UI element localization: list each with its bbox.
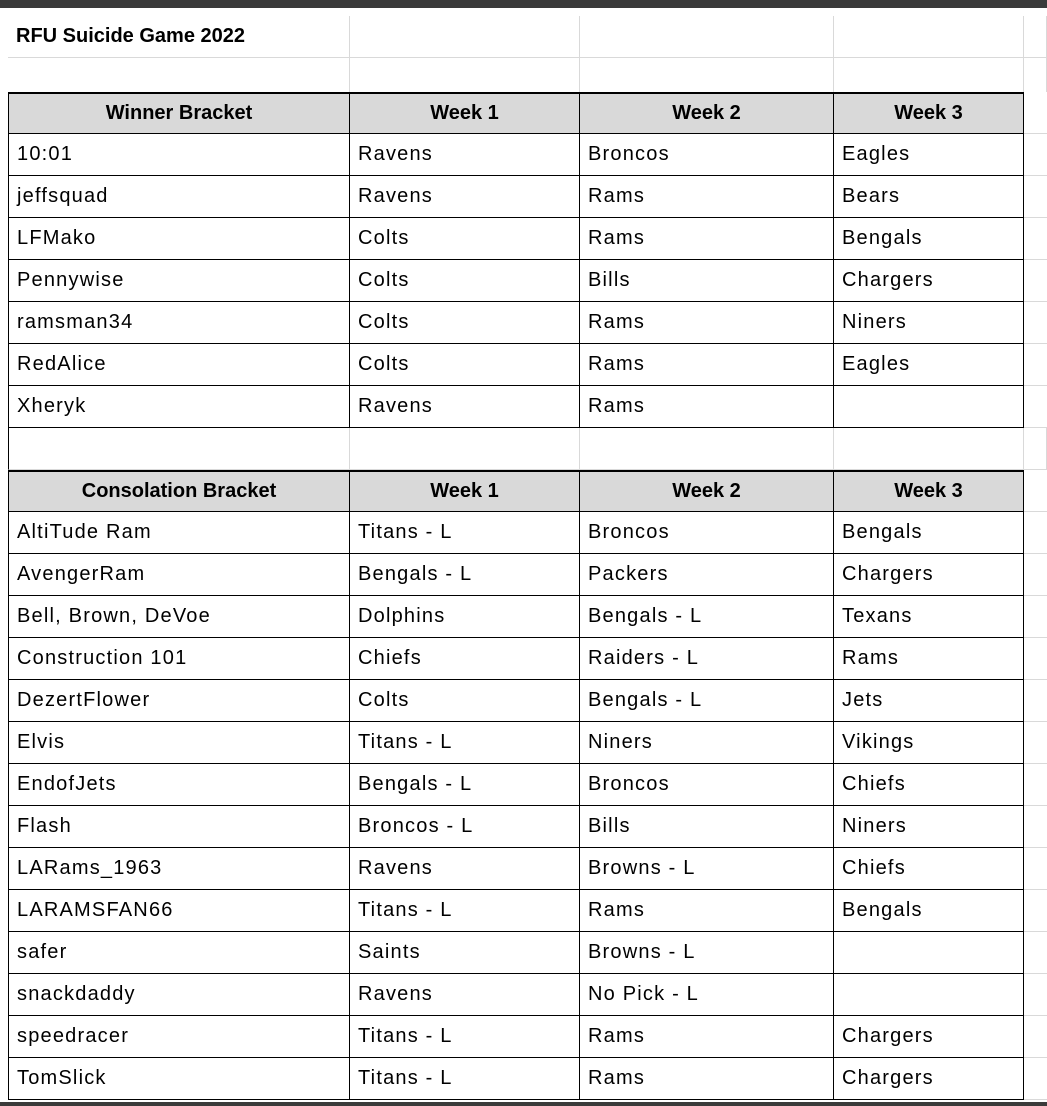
week1-pick-cell[interactable]: Dolphins xyxy=(350,596,580,638)
week1-pick-cell[interactable]: Chiefs xyxy=(350,638,580,680)
player-name-cell[interactable]: jeffsquad xyxy=(8,176,350,218)
week3-pick-cell[interactable]: Texans xyxy=(834,596,1024,638)
spreadsheet-grid[interactable] xyxy=(0,8,1047,1104)
week3-pick-cell[interactable]: Bengals xyxy=(834,218,1024,260)
table-row xyxy=(8,932,1047,974)
week2-pick-cell[interactable]: Broncos xyxy=(580,512,834,554)
table-row xyxy=(8,596,1047,638)
consolation-bracket-header-cell[interactable]: Consolation Bracket xyxy=(8,470,350,512)
empty-cell[interactable] xyxy=(1024,512,1047,554)
week1-pick-cell[interactable]: Saints xyxy=(350,932,580,974)
table-row xyxy=(8,554,1047,596)
week1-pick-cell[interactable]: Ravens xyxy=(350,386,580,428)
empty-cell[interactable] xyxy=(1024,596,1047,638)
empty-cell[interactable] xyxy=(834,16,1024,58)
player-name-cell[interactable]: Elvis xyxy=(8,722,350,764)
week3-pick-cell[interactable]: Bears xyxy=(834,176,1024,218)
week1-header-cell[interactable]: Week 1 xyxy=(350,92,580,134)
empty-cell[interactable] xyxy=(1024,260,1047,302)
week1-pick-cell[interactable]: Ravens xyxy=(350,134,580,176)
table-row xyxy=(8,890,1047,932)
player-name-cell[interactable]: EndofJets xyxy=(8,764,350,806)
week2-pick-cell[interactable]: Rams xyxy=(580,218,834,260)
week2-pick-cell[interactable]: Rams xyxy=(580,344,834,386)
player-name-cell[interactable]: AvengerRam xyxy=(8,554,350,596)
sheet-title[interactable]: RFU Suicide Game 2022 xyxy=(8,16,350,58)
week1-pick-cell[interactable]: Titans - L xyxy=(350,1058,580,1100)
week2-pick-cell[interactable]: Raiders - L xyxy=(580,638,834,680)
table-row xyxy=(8,260,1047,302)
week1-header-cell[interactable]: Week 1 xyxy=(350,470,580,512)
week3-pick-cell[interactable]: Bengals xyxy=(834,890,1024,932)
empty-cell[interactable] xyxy=(350,428,580,470)
week3-pick-cell[interactable]: Niners xyxy=(834,302,1024,344)
week1-pick-cell[interactable]: Broncos - L xyxy=(350,806,580,848)
empty-cell[interactable] xyxy=(1024,176,1047,218)
week1-pick-cell[interactable]: Bengals - L xyxy=(350,554,580,596)
week3-pick-cell[interactable] xyxy=(834,386,1024,428)
empty-cell[interactable] xyxy=(1024,638,1047,680)
table-row xyxy=(8,218,1047,260)
week3-pick-cell[interactable]: Niners xyxy=(834,806,1024,848)
empty-cell[interactable] xyxy=(1024,680,1047,722)
week3-header-cell[interactable]: Week 3 xyxy=(834,470,1024,512)
week3-pick-cell[interactable]: Vikings xyxy=(834,722,1024,764)
player-name-cell[interactable]: 10:01 xyxy=(8,134,350,176)
week1-pick-cell[interactable]: Colts xyxy=(350,218,580,260)
week2-header-cell[interactable]: Week 2 xyxy=(580,92,834,134)
player-name-cell[interactable]: Construction 101 xyxy=(8,638,350,680)
week2-pick-cell[interactable]: Packers xyxy=(580,554,834,596)
week1-pick-cell[interactable]: Colts xyxy=(350,302,580,344)
week3-pick-cell[interactable] xyxy=(834,932,1024,974)
empty-cell[interactable] xyxy=(1024,16,1047,58)
week3-pick-cell[interactable]: Eagles xyxy=(834,134,1024,176)
empty-cell[interactable] xyxy=(1024,428,1047,470)
week3-pick-cell[interactable]: Chargers xyxy=(834,1016,1024,1058)
player-name-cell[interactable]: ramsman34 xyxy=(8,302,350,344)
table-row xyxy=(8,722,1047,764)
player-name-cell[interactable]: speedracer xyxy=(8,1016,350,1058)
player-name-cell[interactable]: TomSlick xyxy=(8,1058,350,1100)
empty-cell[interactable] xyxy=(834,428,1024,470)
empty-cell[interactable] xyxy=(1024,92,1047,134)
week1-pick-cell[interactable]: Titans - L xyxy=(350,1016,580,1058)
player-name-cell[interactable]: Pennywise xyxy=(8,260,350,302)
table-row xyxy=(8,680,1047,722)
empty-cell[interactable] xyxy=(1024,554,1047,596)
week3-pick-cell[interactable]: Chargers xyxy=(834,1058,1024,1100)
player-name-cell[interactable]: LARams_1963 xyxy=(8,848,350,890)
empty-cell[interactable] xyxy=(1024,1016,1047,1058)
week3-pick-cell[interactable]: Chiefs xyxy=(834,764,1024,806)
empty-cell[interactable] xyxy=(580,428,834,470)
empty-cell[interactable] xyxy=(1024,218,1047,260)
week3-pick-cell[interactable]: Eagles xyxy=(834,344,1024,386)
week2-header-cell[interactable]: Week 2 xyxy=(580,470,834,512)
player-name-cell[interactable]: RedAlice xyxy=(8,344,350,386)
title-row xyxy=(8,16,1047,58)
consolation-bracket-header xyxy=(8,470,1047,512)
empty-cell[interactable] xyxy=(1024,890,1047,932)
table-row xyxy=(8,512,1047,554)
empty-cell[interactable] xyxy=(1024,974,1047,1016)
table-row xyxy=(8,848,1047,890)
table-row xyxy=(8,386,1047,428)
table-row xyxy=(8,1058,1047,1100)
player-name-cell[interactable]: LFMako xyxy=(8,218,350,260)
week2-pick-cell[interactable]: Rams xyxy=(580,176,834,218)
week2-pick-cell[interactable]: No Pick - L xyxy=(580,974,834,1016)
empty-cell[interactable] xyxy=(1024,848,1047,890)
week1-pick-cell[interactable]: Titans - L xyxy=(350,722,580,764)
table-row xyxy=(8,638,1047,680)
empty-cell[interactable] xyxy=(8,428,350,470)
week1-pick-cell[interactable]: Colts xyxy=(350,260,580,302)
empty-cell[interactable] xyxy=(350,16,580,58)
bottom-frame-bar xyxy=(0,1102,1047,1106)
week1-pick-cell[interactable]: Colts xyxy=(350,680,580,722)
table-row xyxy=(8,302,1047,344)
week1-pick-cell[interactable]: Ravens xyxy=(350,848,580,890)
winner-bracket-header-cell[interactable]: Winner Bracket xyxy=(8,92,350,134)
player-name-cell[interactable]: Xheryk xyxy=(8,386,350,428)
week2-pick-cell[interactable]: Broncos xyxy=(580,134,834,176)
week2-pick-cell[interactable]: Rams xyxy=(580,302,834,344)
week1-pick-cell[interactable]: Titans - L xyxy=(350,890,580,932)
week1-pick-cell[interactable]: Ravens xyxy=(350,974,580,1016)
week2-pick-cell[interactable]: Niners xyxy=(580,722,834,764)
week1-pick-cell[interactable]: Colts xyxy=(350,344,580,386)
player-name-cell[interactable]: LARAMSFAN66 xyxy=(8,890,350,932)
empty-cell[interactable] xyxy=(1024,932,1047,974)
empty-cell[interactable] xyxy=(1024,134,1047,176)
player-name-cell[interactable]: Bell, Brown, DeVoe xyxy=(8,596,350,638)
week3-pick-cell[interactable] xyxy=(834,974,1024,1016)
week1-pick-cell[interactable]: Ravens xyxy=(350,176,580,218)
separator-row xyxy=(8,428,1047,470)
table-row xyxy=(8,764,1047,806)
week3-pick-cell[interactable]: Chargers xyxy=(834,260,1024,302)
empty-cell[interactable] xyxy=(1024,386,1047,428)
winner-bracket-header xyxy=(8,92,1047,134)
player-name-cell[interactable]: snackdaddy xyxy=(8,974,350,1016)
week1-pick-cell[interactable]: Bengals - L xyxy=(350,764,580,806)
table-row xyxy=(8,134,1047,176)
week2-pick-cell[interactable]: Browns - L xyxy=(580,848,834,890)
week2-pick-cell[interactable]: Bills xyxy=(580,806,834,848)
empty-cell[interactable] xyxy=(1024,344,1047,386)
week2-pick-cell[interactable]: Browns - L xyxy=(580,932,834,974)
empty-cell[interactable] xyxy=(1024,722,1047,764)
week2-pick-cell[interactable]: Bengals - L xyxy=(580,680,834,722)
table-row xyxy=(8,176,1047,218)
week3-header-cell[interactable]: Week 3 xyxy=(834,92,1024,134)
week1-pick-cell[interactable]: Titans - L xyxy=(350,512,580,554)
week2-pick-cell[interactable]: Rams xyxy=(580,1058,834,1100)
week2-pick-cell[interactable]: Rams xyxy=(580,386,834,428)
table-row xyxy=(8,974,1047,1016)
week2-pick-cell[interactable]: Bengals - L xyxy=(580,596,834,638)
empty-cell[interactable] xyxy=(1024,302,1047,344)
table-row xyxy=(8,806,1047,848)
week2-pick-cell[interactable]: Rams xyxy=(580,1016,834,1058)
empty-cell[interactable] xyxy=(1024,764,1047,806)
week2-pick-cell[interactable]: Broncos xyxy=(580,764,834,806)
week3-pick-cell[interactable]: Rams xyxy=(834,638,1024,680)
player-name-cell[interactable]: DezertFlower xyxy=(8,680,350,722)
week3-pick-cell[interactable]: Jets xyxy=(834,680,1024,722)
player-name-cell[interactable]: safer xyxy=(8,932,350,974)
empty-cell[interactable] xyxy=(1024,1058,1047,1100)
table-row xyxy=(8,344,1047,386)
top-frame-bar xyxy=(0,0,1047,8)
empty-cell[interactable] xyxy=(1024,806,1047,848)
empty-cell[interactable] xyxy=(580,16,834,58)
table-row xyxy=(8,1016,1047,1058)
week2-pick-cell[interactable]: Bills xyxy=(580,260,834,302)
week3-pick-cell[interactable]: Chiefs xyxy=(834,848,1024,890)
week3-pick-cell[interactable]: Chargers xyxy=(834,554,1024,596)
week3-pick-cell[interactable]: Bengals xyxy=(834,512,1024,554)
empty-cell[interactable] xyxy=(1024,470,1047,512)
week2-pick-cell[interactable]: Rams xyxy=(580,890,834,932)
player-name-cell[interactable]: AltiTude Ram xyxy=(8,512,350,554)
player-name-cell[interactable]: Flash xyxy=(8,806,350,848)
